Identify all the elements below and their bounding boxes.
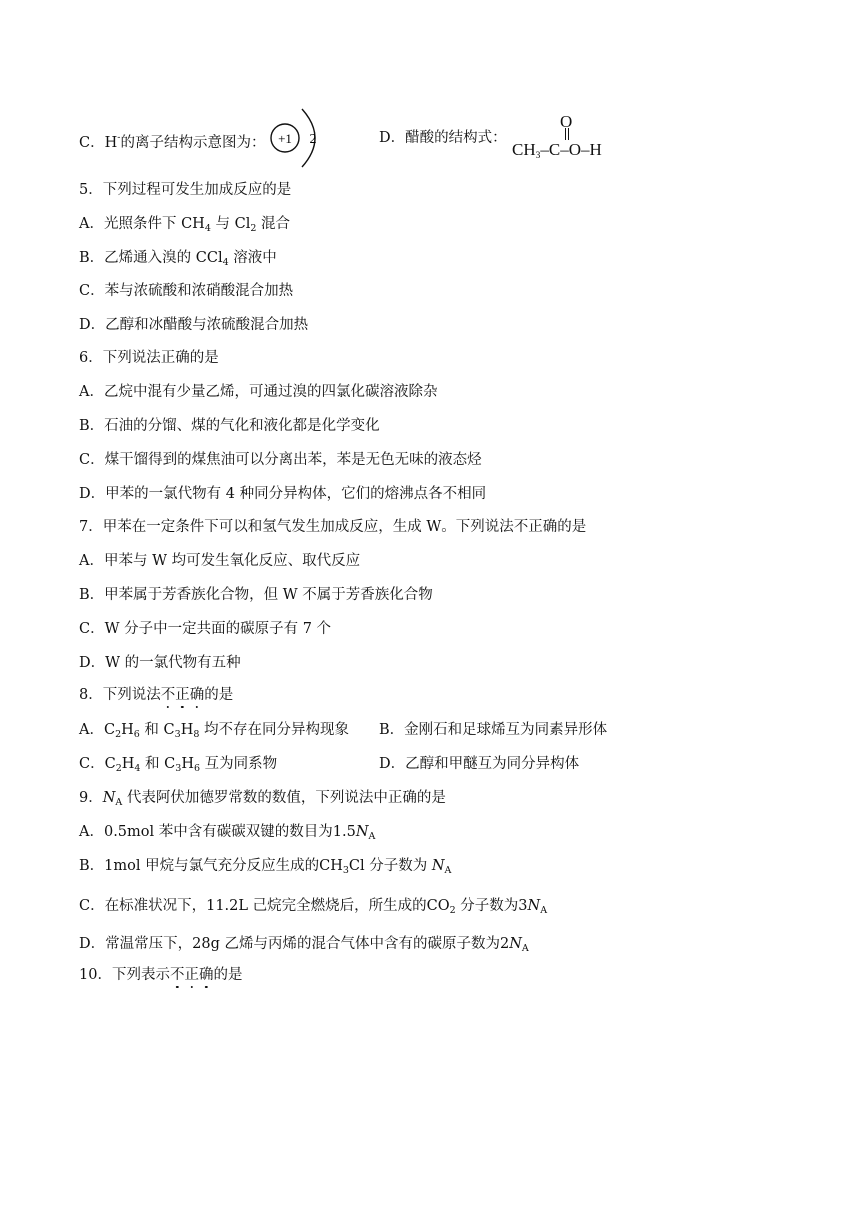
- q7-option-d: D．W 的一氯代物有五种: [79, 655, 241, 671]
- double-bond: [565, 128, 569, 140]
- q6-option-b: B．石油的分馏、煤的气化和液化都是化学变化: [79, 418, 380, 434]
- q10-stem: 10．下列表示不正确的是: [79, 967, 243, 983]
- shell-electron-count: 2: [309, 132, 317, 147]
- nucleus-charge: +1: [278, 131, 292, 146]
- q6-stem: 6．下列说法正确的是: [79, 350, 219, 366]
- emphasis-char: 正: [175, 687, 190, 703]
- acetic-acid-structure: [512, 112, 642, 164]
- q5-option-a: A．光照条件下 $CH_4$ 与 $Cl_2$ 混合: [79, 216, 290, 234]
- q4-option-c: [79, 128, 265, 153]
- emphasis-char: 确: [198, 967, 214, 983]
- q4-option-d: [379, 128, 507, 148]
- q5-option-b: B．乙烯通入溴的 CCl$_4$ 溶液中: [79, 250, 277, 268]
- q8-option-c: C．$C_2H_4$ 和 $C_3H_6$ 互为同系物: [79, 756, 278, 774]
- q8-option-b: B．金刚石和足球烯互为同素异形体: [379, 722, 608, 738]
- q6-option-c: C．煤干馏得到的煤焦油可以分离出苯，苯是无色无味的液态烃: [79, 452, 482, 468]
- q8-option-a: A．$C_2H_6$ 和 $C_3H_8$ 均不存在同分异构现象: [79, 722, 350, 740]
- q7-option-b: B．甲苯属于芳香族化合物，但 W 不属于芳香族化合物: [79, 587, 433, 603]
- option-text: D．醋酸的结构式：: [379, 130, 507, 146]
- q9-option-d: D．常温常压下，28g 乙烯与丙烯的混合气体中含有的碳原子数为$2N_A$: [79, 936, 529, 954]
- emphasis-char: 确: [189, 687, 205, 703]
- q5-stem: 5．下列过程可发生加成反应的是: [79, 182, 292, 198]
- formula-main: $CH_3-C-O-H$: [512, 140, 602, 161]
- q7-stem: 7．甲苯在一定条件下可以和氢气发生加成反应，生成 W。下列说法不正确的是: [79, 519, 587, 535]
- q7-option-c: C．W 分子中一定共面的碳原子有 7 个: [79, 621, 332, 637]
- q9-stem: 9．$N_A$ 代表阿伏加德罗常数的数值，下列说法中正确的是: [79, 790, 446, 808]
- q8-option-d: D．乙醇和甲醚互为同分异构体: [379, 756, 580, 772]
- emphasis-char: 不: [169, 967, 185, 983]
- superscript: -: [117, 132, 121, 143]
- carbonyl-oxygen: O: [560, 112, 573, 131]
- q9-option-b: B．1mol 甲烷与氯气充分反应生成的$CH_3Cl$ 分子数为 $N_A$: [79, 858, 452, 876]
- option-text: 的离子结构示意图为：: [120, 135, 266, 151]
- q5-option-c: C．苯与浓硫酸和浓硝酸混合加热: [79, 283, 294, 299]
- q7-option-a: A．甲苯与 W 均可发生氧化反应、取代反应: [79, 553, 361, 569]
- ion-structure-diagram: [266, 106, 326, 170]
- q6-option-a: A．乙烷中混有少量乙烯，可通过溴的四氯化碳溶液除杂: [79, 384, 438, 400]
- q6-option-d: D．甲苯的一氯代物有 4 种同分异构体，它们的熔沸点各不相同: [79, 486, 487, 502]
- emphasis-char: 不: [160, 687, 176, 703]
- q8-stem: 8．下列说法不正确的是: [79, 687, 234, 703]
- q9-option-a: A．0.5mol 苯中含有碳碳双键的数目为$1.5N_A$: [79, 824, 376, 842]
- q9-option-c: C．在标准状况下，11.2L 己烷完全燃烧后，所生成的$CO_2$ 分子数为$3N_A$: [79, 898, 548, 916]
- emphasis-char: 正: [184, 967, 199, 983]
- option-text: C．H: [79, 135, 118, 151]
- q5-option-d: D．乙醇和冰醋酸与浓硫酸混合加热: [79, 317, 309, 333]
